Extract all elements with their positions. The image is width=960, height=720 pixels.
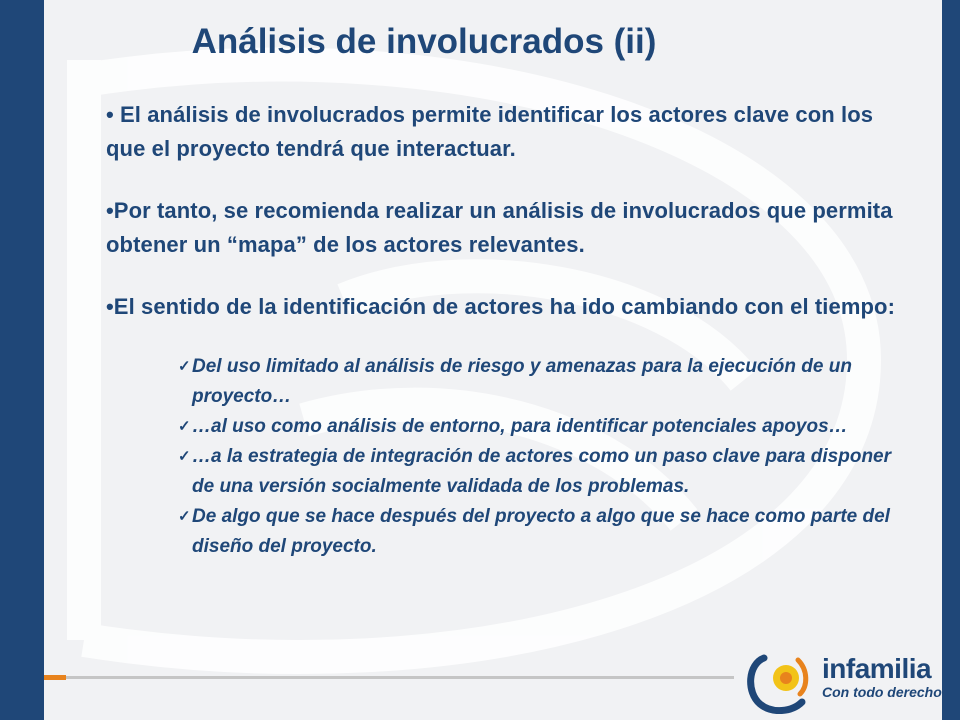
infamilia-logo-icon xyxy=(746,652,814,714)
sub-bullet-list xyxy=(106,352,906,562)
sub-bullet-text: De algo que se hace después del proyecto a algo que se hace como parte del diseño del proyecto. xyxy=(192,506,890,557)
checkmark-icon: ✓ xyxy=(178,448,191,465)
sub-bullet-text: …al uso como análisis de entorno, para identificar potenciales apoyos… xyxy=(192,416,848,437)
right-frame-bar xyxy=(942,0,960,720)
sub-bullet-text: …a la estrategia de integración de actores como un paso clave para disponer de una versión socialmente validada de los problemas. xyxy=(192,446,892,497)
left-frame-bar xyxy=(0,0,44,720)
checkmark-icon: ✓ xyxy=(178,508,191,525)
slide-content xyxy=(106,98,906,562)
sub-bullet-item xyxy=(178,352,906,412)
slide-canvas xyxy=(44,0,942,720)
sub-bullet-item xyxy=(178,442,906,502)
bullet-text: • El análisis de involucrados permite identificar los actores clave con los que el proyecto tendrá que interactuar. xyxy=(106,102,874,161)
sub-bullet-text: Del uso limitado al análisis de riesgo y amenazas para la ejecución de un proyecto… xyxy=(192,356,852,407)
bullet-text: •Por tanto, se recomienda realizar un análisis de involucrados que permita obtener un “mapa” de los actores relevantes. xyxy=(106,198,893,257)
sub-bullet-item xyxy=(178,502,906,562)
checkmark-icon: ✓ xyxy=(178,418,191,435)
bullet-text: •El sentido de la identificación de actores ha ido cambiando con el tiempo: xyxy=(106,294,896,319)
logo-wordmark xyxy=(822,654,942,700)
checkmark-icon: ✓ xyxy=(178,358,191,375)
logo-name: infamilia xyxy=(822,653,932,684)
sub-bullet-item xyxy=(178,412,906,442)
page-title: Análisis de involucrados (ii) xyxy=(191,22,657,61)
footer-divider-accent xyxy=(44,675,66,680)
footer-divider xyxy=(44,676,734,679)
logo-tagline: Con todo derecho xyxy=(822,684,942,700)
